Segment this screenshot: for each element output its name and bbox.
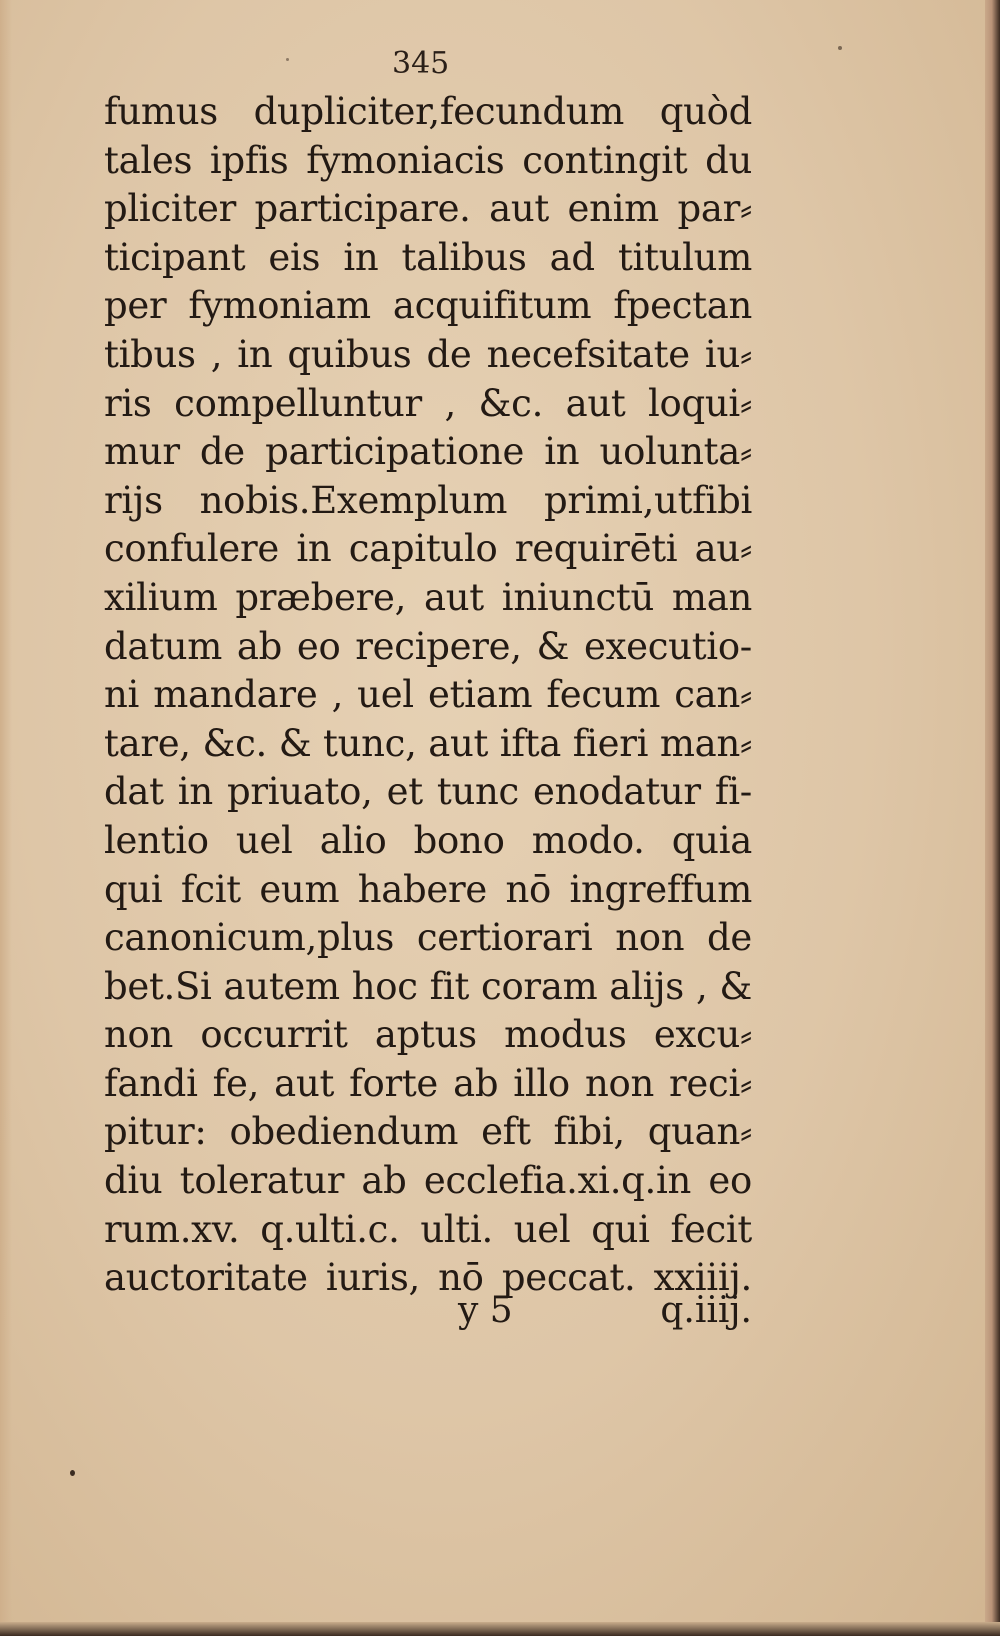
text-line: tales ipfis fymoniacis contingit du [104,138,752,182]
footer-line [104,1290,752,1338]
text-line: ticipant eis in talibus ad titulum [104,235,752,279]
page-number: 345 [392,46,450,81]
text-line: mur de participatione in uolunta⸗ [104,430,752,474]
text-line: ni mandare , uel etiam fecum can⸗ [104,673,752,717]
text-line: pitur: obediendum eft fibi, quan⸗ [104,1110,752,1154]
text-line: tare, &c. & tunc, aut ifta fieri man⸗ [104,721,752,765]
text-line: canonicum,plus certiorari non de [104,916,752,960]
text-line: tibus , in quibus de necefsitate iu⸗ [104,332,752,376]
text-line: ris compelluntur , &c. aut loqui⸗ [104,381,752,425]
text-line: non occurrit aptus modus excu⸗ [104,1013,752,1057]
text-line: dat in priuato, et tunc enodatur fi- [104,770,752,814]
text-line: pliciter participare. aut enim par⸗ [104,187,752,231]
text-line: lentio uel alio bono modo. quia [104,818,752,862]
body-text [104,88,752,1303]
text-line: rum.xv. q.ulti.c. ulti. uel qui fecit [104,1207,752,1251]
text-line: confulere in capitulo requirēti au⸗ [104,527,752,571]
ink-speck [838,46,842,50]
page-gutter-shadow [0,0,12,1622]
text-line: xilium præbere, aut iniunctū man [104,575,752,619]
text-line: bet.Si autem hoc fit coram alijs , & [104,964,752,1008]
text-line: rijs nobis.Exemplum primi,utfibi [104,478,752,522]
catchword: q.iiij. [660,1290,752,1331]
text-line: auctoritate iuris, nō peccat. xxiiij. [104,1256,752,1300]
text-line: diu toleratur ab ecclefia.xi.q.in eo [104,1159,752,1203]
ink-speck [70,1470,75,1476]
text-line: qui fcit eum habere nō ingreffum [104,867,752,911]
signature-mark: y 5 [458,1290,513,1331]
page-right-edge [985,0,1000,1636]
text-line: fandi fe, aut forte ab illo non reci⸗ [104,1061,752,1105]
text-line: datum ab eo recipere, & executio- [104,624,752,668]
ink-speck [286,58,289,61]
text-line: per fymoniam acquifitum fpectan [104,284,752,328]
page-bottom-edge [0,1622,1000,1636]
text-line: fumus dupliciter,fecundum quòd [104,90,752,133]
